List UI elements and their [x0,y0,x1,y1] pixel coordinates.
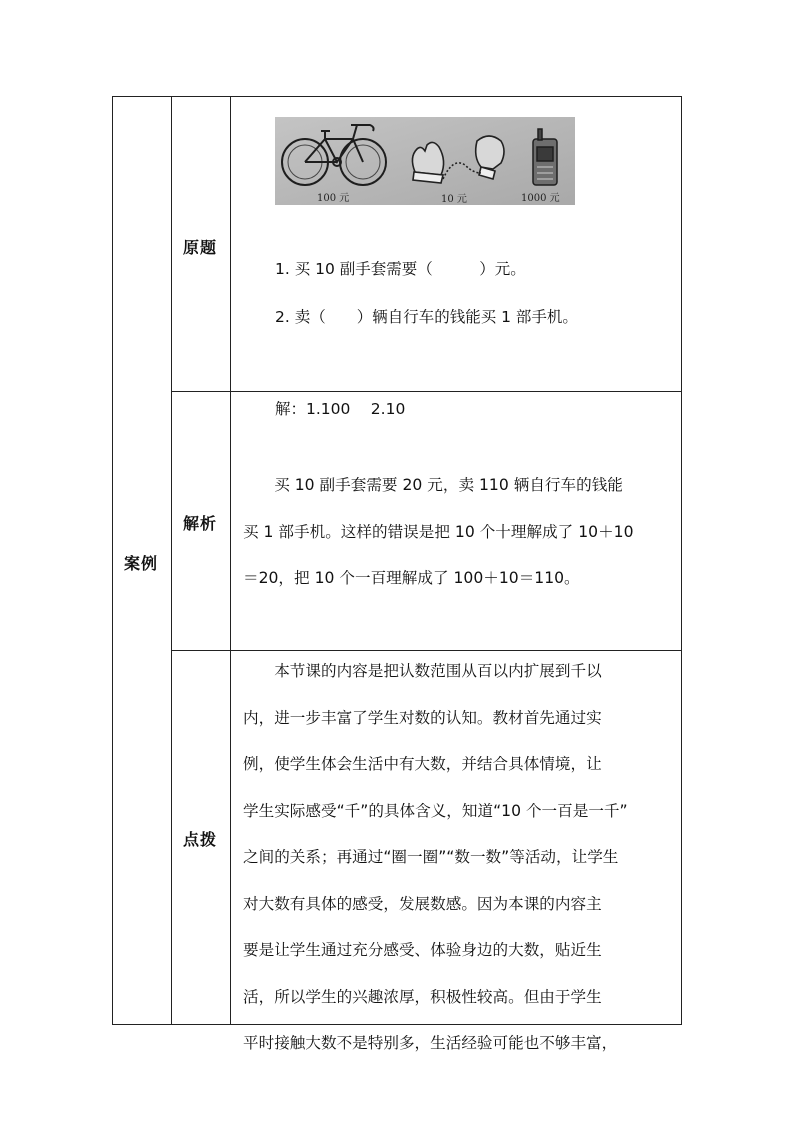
analysis-line: 买 10 副手套需要 20 元，卖 110 辆自行车的钱能 [243,476,623,494]
column-divider-1 [171,97,172,1024]
answer-line: 解：1.100 2.10 [275,400,406,418]
tips-line: 平时接触大数不是特别多，生活经验可能也不够丰富， [243,1034,618,1052]
case-table [112,96,682,1052]
tips-line: 要是让学生通过充分感受、体验身边的大数，贴近生 [243,941,602,959]
tips-paragraph [243,648,675,1067]
question-1: 1. 买 10 副手套需要（ ）元。 [275,260,526,278]
price-phone: 1000 元 [521,193,560,204]
analysis-line: ＝20，把 10 个一百理解成了 100＋10＝110。 [243,569,580,587]
analysis-paragraph [243,462,675,602]
row-label-tips: 点拨 [183,830,218,849]
tips-line: 本节课的内容是把认数范围从百以内扩展到千以 [243,662,602,680]
tips-line: 之间的关系；再通过“圈一圈”“数一数”等活动，让学生 [243,848,619,866]
problem-illustration [275,117,575,205]
question-2: 2. 卖（ ）辆自行车的钱能买 1 部手机。 [275,308,578,326]
row-label-analysis: 解析 [183,514,218,533]
column-divider-2 [230,97,231,1024]
row-label-original: 原题 [183,238,218,257]
price-bike: 100 元 [317,193,350,204]
section-label: 案例 [124,554,159,573]
tips-line: 内，进一步丰富了学生对数的认知。教材首先通过实 [243,708,602,727]
tips-line: 例，使学生体会生活中有大数，并结合具体情境，让 [243,755,602,773]
price-glove: 10 元 [441,194,467,205]
tips-line: 学生实际感受“千”的具体含义，知道“10 个一百是一千” [243,801,628,820]
tips-line: 对大数有具体的感受，发展数感。因为本课的内容主 [243,894,602,913]
row-divider-1 [171,391,681,392]
tips-line: 活，所以学生的兴趣浓厚，积极性较高。但由于学生 [243,987,602,1006]
analysis-line: 买 1 部手机。这样的错误是把 10 个十理解成了 10＋10 [243,522,634,541]
